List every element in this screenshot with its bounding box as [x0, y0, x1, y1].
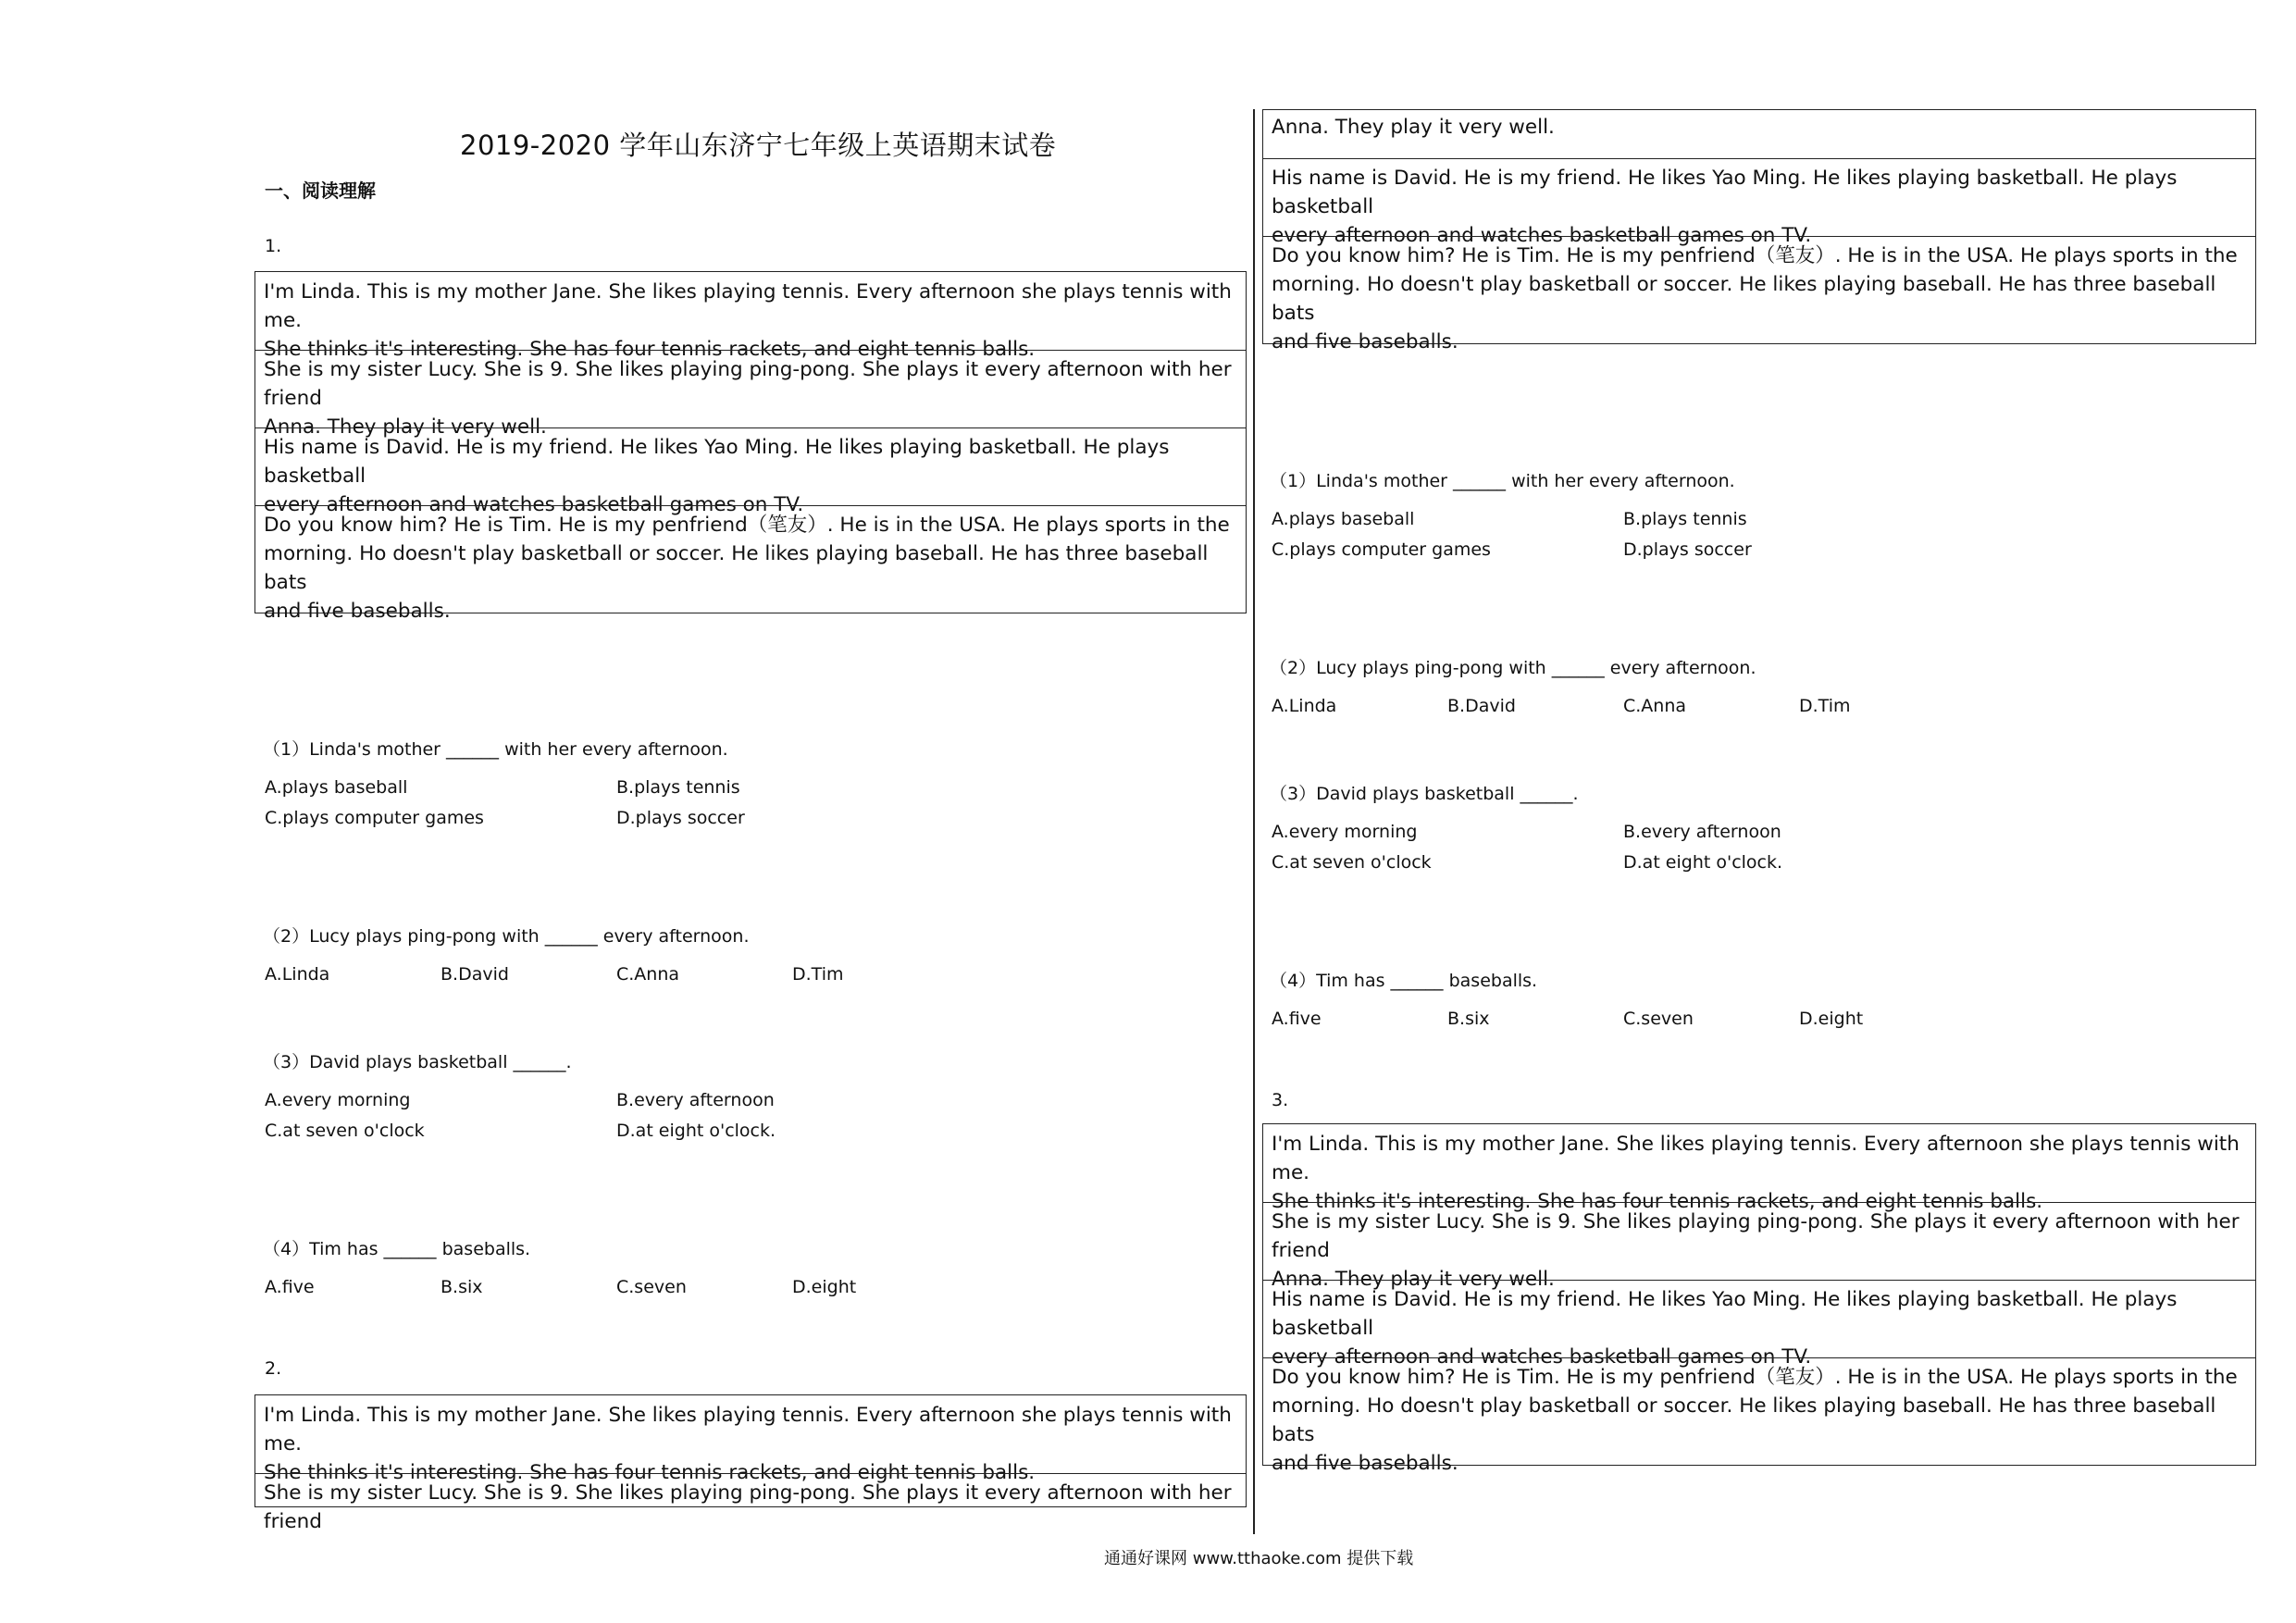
option-c: C.plays computer games [1272, 539, 1491, 560]
subquestion-stem: （4）Tim has ______ baseballs. [263, 1239, 531, 1259]
option-d: D.at eight o'clock. [616, 1121, 776, 1141]
option-d: D.eight [1799, 1009, 1864, 1029]
subquestion-stem: （2）Lucy plays ping-pong with ______ every afternoon. [263, 926, 750, 947]
option-d: D.at eight o'clock. [1623, 852, 1783, 873]
option-a: A.Linda [1272, 696, 1337, 716]
option-b: B.every afternoon [1623, 822, 1781, 842]
subquestion-stem: （2）Lucy plays ping-pong with ______ every afternoon. [1270, 658, 1756, 678]
option-b: B.David [441, 964, 509, 985]
option-a: A.five [265, 1277, 315, 1297]
page-footer: 通通好课网 www.tthaoke.com 提供下载 [1104, 1549, 1414, 1568]
option-d: D.eight [792, 1277, 857, 1297]
option-c: C.at seven o'clock [265, 1121, 425, 1141]
passage-paragraph: Do you know him? He is Tim. He is my penfriend（笔友）. He is in the USA. He plays sports in the morning. Ho doesn't play basketball or soccer. He likes playing baseball. He has three baseball bats and five baseballs. [1272, 1366, 2238, 1475]
page-title: 2019-2020 学年山东济宁七年级上英语期末试卷 [460, 130, 1057, 161]
option-c: C.at seven o'clock [1272, 852, 1432, 873]
option-b: B.six [441, 1277, 483, 1297]
passage-paragraph: Anna. They play it very well. [1272, 116, 1555, 139]
question-number-2: 2. [265, 1358, 282, 1379]
subquestion-stem: （4）Tim has ______ baseballs. [1270, 971, 1538, 991]
option-c: C.Anna [616, 964, 680, 985]
subquestion-stem: （3）David plays basketball ______. [1270, 784, 1579, 804]
question-number-3: 3. [1272, 1090, 1289, 1110]
passage-paragraph: I'm Linda. This is my mother Jane. She likes playing tennis. Every afternoon she plays tennis with me. She thinks it's interesting. She has four tennis rackets, and eight tennis balls. [264, 280, 1232, 361]
option-d: D.plays soccer [616, 808, 745, 828]
section-heading: 一、阅读理解 [265, 180, 376, 202]
question-number-1: 1. [265, 236, 282, 256]
passage-q3 [1262, 1123, 2256, 1475]
subquestion-stem: （3）David plays basketball ______. [263, 1052, 572, 1072]
option-b: B.every afternoon [616, 1090, 775, 1110]
passage-paragraph: His name is David. He is my friend. He likes Yao Ming. He likes playing basketball. He plays basketball every afternoon and watches basketball games on TV. [1272, 167, 2178, 247]
option-b: B.plays tennis [616, 777, 740, 798]
option-a: A.every morning [265, 1090, 411, 1110]
option-b: B.six [1447, 1009, 1490, 1029]
subquestion-stem: （1）Linda's mother ______ with her every afternoon. [1270, 471, 1735, 491]
option-d: D.Tim [1799, 696, 1851, 716]
passage-paragraph: Do you know him? He is Tim. He is my penfriend（笔友）. He is in the USA. He plays sports in the morning. Ho doesn't play basketball or soccer. He likes playing baseball. He has three baseball bats and five baseballs. [264, 514, 1230, 623]
option-c: C.seven [1623, 1009, 1694, 1029]
option-a: A.five [1272, 1009, 1322, 1029]
option-a: A.plays baseball [265, 777, 408, 798]
subquestion-stem: （1）Linda's mother ______ with her every afternoon. [263, 739, 728, 760]
passage-paragraph: She is my sister Lucy. She is 9. She likes playing ping-pong. She plays it every afternoon with her friend [264, 1481, 1232, 1533]
option-d: D.Tim [792, 964, 844, 985]
passage-paragraph: His name is David. He is my friend. He likes Yao Ming. He likes playing basketball. He plays basketball every afternoon and watches basketball games on TV. [264, 436, 1170, 516]
option-c: C.Anna [1623, 696, 1687, 716]
option-b: B.plays tennis [1623, 509, 1747, 529]
option-b: B.David [1447, 696, 1516, 716]
passage-q1 [254, 271, 1247, 623]
option-a: A.every morning [1272, 822, 1418, 842]
passage-paragraph: I'm Linda. This is my mother Jane. She likes playing tennis. Every afternoon she plays tennis with me. She thinks it's interesting. She has four tennis rackets, and eight tennis balls. [1272, 1133, 2240, 1213]
option-d: D.plays soccer [1623, 539, 1752, 560]
column-divider [1253, 109, 1255, 1534]
passage-paragraph: She is my sister Lucy. She is 9. She likes playing ping-pong. She plays it every afternoon with her friend Anna. They play it very well. [1272, 1210, 2240, 1291]
option-c: C.plays computer games [265, 808, 484, 828]
passage-q2-start [254, 1394, 1247, 1533]
option-a: A.plays baseball [1272, 509, 1415, 529]
passage-paragraph: She is my sister Lucy. She is 9. She likes playing ping-pong. She plays it every afternoon with her friend Anna. They play it very well. [264, 358, 1232, 439]
passage-paragraph: His name is David. He is my friend. He likes Yao Ming. He likes playing basketball. He plays basketball every afternoon and watches basketball games on TV. [1272, 1288, 2178, 1369]
option-c: C.seven [616, 1277, 687, 1297]
passage-paragraph: Do you know him? He is Tim. He is my penfriend（笔友）. He is in the USA. He plays sports in the morning. Ho doesn't play basketball or soccer. He likes playing baseball. He has three baseball bats and five baseballs. [1272, 244, 2238, 353]
option-a: A.Linda [265, 964, 330, 985]
passage-paragraph: I'm Linda. This is my mother Jane. She likes playing tennis. Every afternoon she plays tennis with me. She thinks it's interesting. She has four tennis rackets, and eight tennis balls. [264, 1404, 1232, 1484]
passage-q2-continued [1262, 109, 2256, 353]
